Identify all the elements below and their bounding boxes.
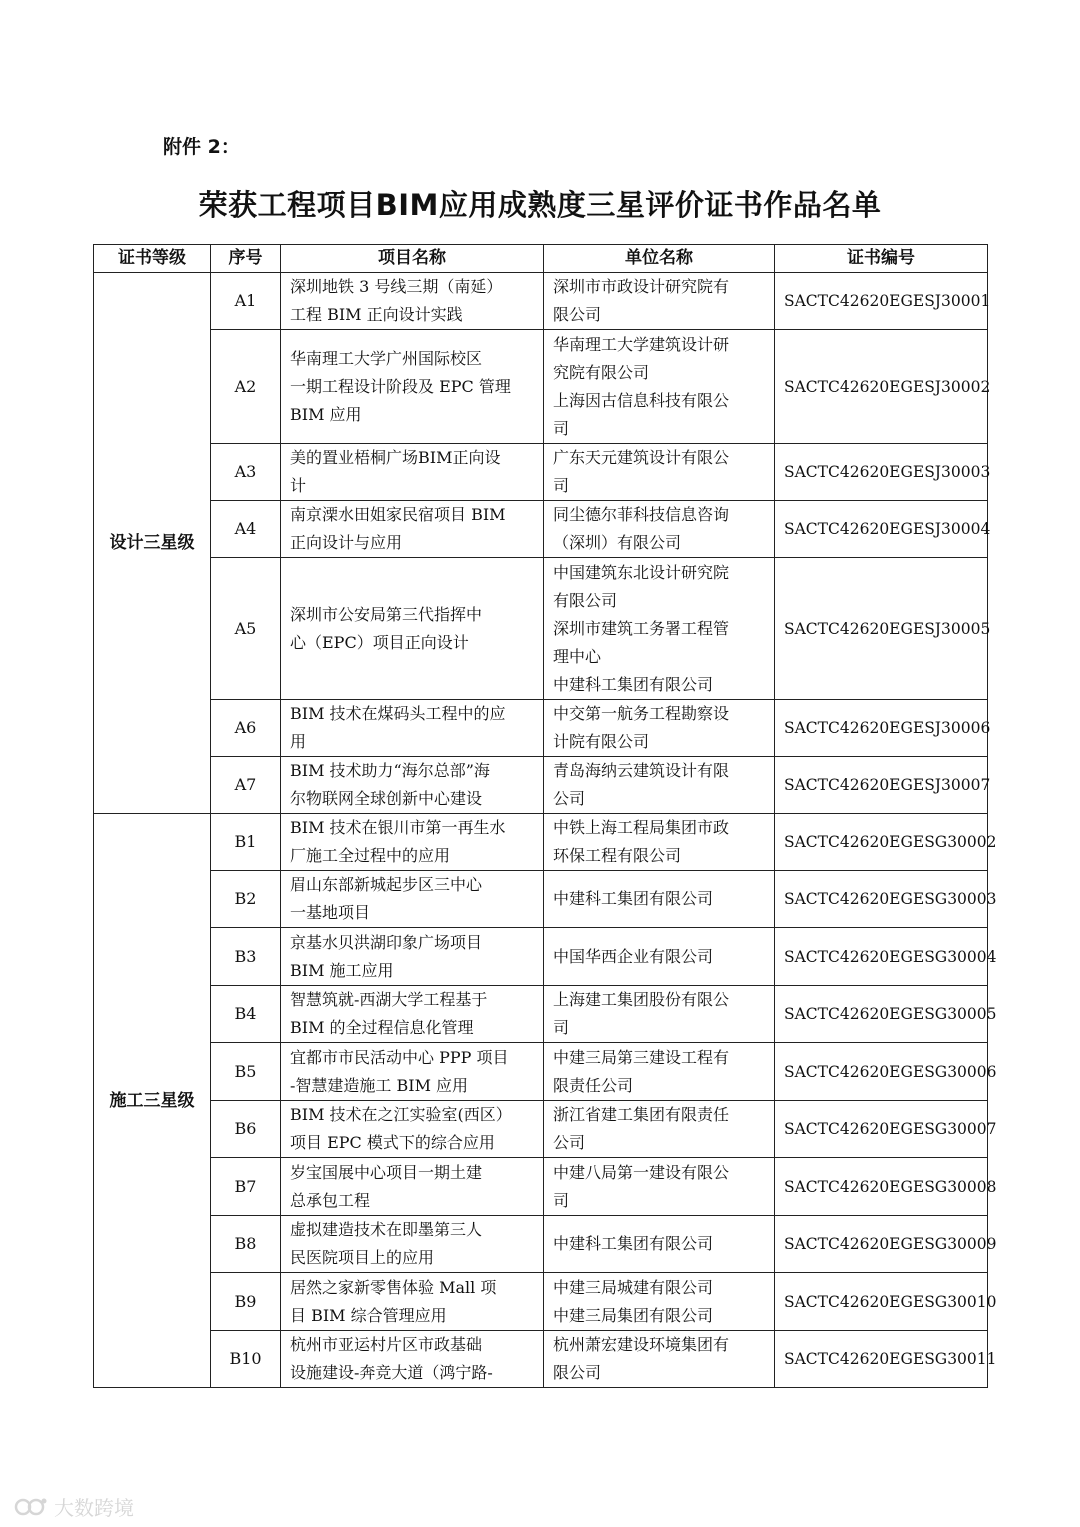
table-row (94, 330, 988, 444)
unit-name-line: 深圳市市政设计研究院有 (553, 277, 730, 296)
header-project-name: 项目名称 (281, 245, 544, 273)
project-name-line: 正向设计与应用 (290, 533, 403, 552)
project-name-line: 虚拟建造技术在即墨第三人 (290, 1220, 483, 1239)
project-name-cell (281, 928, 544, 986)
serial-no-cell: A2 (211, 330, 281, 444)
unit-name-cell (544, 558, 775, 700)
unit-name-line: 中国建筑东北设计研究院 (553, 562, 730, 582)
project-name-line: 尔物联网全球创新中心建设 (290, 789, 483, 808)
project-name-line: 设施建设-奔竞大道（鸿宁路- (290, 1363, 493, 1382)
project-name-cell (281, 1158, 544, 1216)
project-name-cell (281, 1273, 544, 1331)
unit-name-line: 司 (553, 476, 570, 495)
watermark-text: 大数跨境 (54, 1496, 134, 1520)
table-header-row (94, 245, 988, 273)
table-row (94, 273, 988, 330)
cert-no-cell: SACTC42620EGESJ30005 (775, 558, 988, 700)
unit-name-line: 限公司 (553, 1363, 602, 1382)
unit-name-line: 上海建工集团股份有限公 (553, 990, 730, 1009)
cert-no-cell: SACTC42620EGESJ30006 (775, 700, 988, 757)
unit-name-cell (544, 700, 775, 757)
project-name-line: BIM 技术助力“海尔总部”海 (290, 761, 490, 780)
project-name-cell (281, 1216, 544, 1273)
serial-no-cell: A3 (211, 444, 281, 501)
project-name-cell (281, 1101, 544, 1158)
watermark-logo-icon (14, 1496, 48, 1518)
unit-name-line: 杭州萧宏建设环境集团有 (553, 1335, 730, 1354)
unit-name-line: 公司 (553, 789, 586, 808)
cert-no-cell: SACTC42620EGESG30004 (775, 928, 988, 986)
unit-name-line: 司 (553, 1018, 570, 1037)
project-name-line: 深圳地铁 3 号线三期（南延） (290, 277, 503, 296)
unit-name-cell (544, 1043, 775, 1101)
unit-name-line: 中建三局城建有限公司 (553, 1277, 714, 1297)
unit-name-cell (544, 1158, 775, 1216)
unit-name-cell (544, 757, 775, 814)
project-name-line: 华南理工大学广州国际校区 (290, 348, 483, 368)
table-row (94, 1043, 988, 1101)
unit-name-cell (544, 444, 775, 501)
unit-name-cell (544, 1216, 775, 1273)
cert-no-cell: SACTC42620EGESG30005 (775, 986, 988, 1043)
project-name-line: 目 BIM 综合管理应用 (290, 1305, 447, 1325)
unit-name-line: 公司 (553, 1133, 586, 1152)
project-name-cell (281, 814, 544, 871)
project-name-cell (281, 501, 544, 558)
project-name-cell (281, 1043, 544, 1101)
unit-name-line: 理中心 (553, 646, 602, 666)
cert-no-cell: SACTC42620EGESJ30007 (775, 757, 988, 814)
project-name-cell (281, 700, 544, 757)
unit-name-line: 上海因古信息科技有限公 (553, 390, 730, 410)
table-row (94, 700, 988, 757)
cert-no-cell: SACTC42620EGESG30009 (775, 1216, 988, 1273)
unit-name-line: 青岛海纳云建筑设计有限 (553, 761, 730, 780)
cert-no-cell: SACTC42620EGESG30008 (775, 1158, 988, 1216)
project-name-line: BIM 的全过程信息化管理 (290, 1018, 474, 1037)
serial-no-cell: B9 (211, 1273, 281, 1331)
table-row (94, 871, 988, 928)
project-name-line: 深圳市公安局第三代指挥中 (290, 604, 483, 624)
project-name-line: 南京溧水田姐家民宿项目 BIM (290, 505, 506, 524)
table-row (94, 1158, 988, 1216)
cert-level-cell: 施工三星级 (94, 814, 211, 1388)
project-name-line: 智慧筑就-西湖大学工程基于 (290, 990, 488, 1009)
unit-name-line: 限公司 (553, 305, 602, 324)
serial-no-cell: A1 (211, 273, 281, 330)
project-name-line: 眉山东部新城起步区三中心 (290, 875, 483, 894)
unit-name-line: 中建科工集团有限公司 (553, 889, 714, 908)
unit-name-line: 华南理工大学建筑设计研 (553, 334, 730, 354)
unit-name-line: 中建八局第一建设有限公 (553, 1162, 730, 1182)
serial-no-cell: B5 (211, 1043, 281, 1101)
serial-no-cell: A5 (211, 558, 281, 700)
unit-name-line: 限责任公司 (553, 1075, 634, 1095)
header-serial-no: 序号 (211, 245, 281, 273)
cert-no-cell: SACTC42620EGESJ30004 (775, 501, 988, 558)
unit-name-cell (544, 1101, 775, 1158)
cert-no-cell: SACTC42620EGESG30010 (775, 1273, 988, 1331)
attachment-label: 附件 2： (163, 136, 240, 158)
page-title: 荣获工程项目BIM应用成熟度三星评价证书作品名单 (198, 188, 882, 222)
table-row (94, 1273, 988, 1331)
table-row (94, 1101, 988, 1158)
project-name-line: BIM 应用 (290, 404, 362, 424)
project-name-cell (281, 871, 544, 928)
unit-name-line: 中建三局第三建设工程有 (553, 1047, 730, 1067)
project-name-cell (281, 558, 544, 700)
project-name-line: 总承包工程 (290, 1190, 371, 1210)
unit-name-line: 浙江省建工集团有限责任 (553, 1105, 730, 1124)
project-name-line: 工程 BIM 正向设计实践 (290, 305, 463, 324)
project-name-line: BIM 施工应用 (290, 960, 394, 980)
unit-name-line: 环保工程有限公司 (553, 846, 682, 865)
watermark (14, 1492, 134, 1521)
unit-name-cell (544, 814, 775, 871)
project-name-line: 计 (290, 476, 307, 495)
unit-name-line: 有限公司 (553, 590, 618, 610)
project-name-line: 一基地项目 (290, 903, 371, 922)
cert-no-cell: SACTC42620EGESJ30002 (775, 330, 988, 444)
project-name-line: -智慧建造施工 BIM 应用 (290, 1075, 469, 1095)
header-unit-name: 单位名称 (544, 245, 775, 273)
project-name-cell (281, 444, 544, 501)
unit-name-line: 中建科工集团有限公司 (553, 1234, 714, 1253)
project-name-line: BIM 技术在煤码头工程中的应 (290, 704, 506, 723)
table-row (94, 1216, 988, 1273)
table-row (94, 1331, 988, 1388)
cert-no-cell: SACTC42620EGESG30011 (775, 1331, 988, 1388)
project-name-line: 民医院项目上的应用 (290, 1248, 435, 1267)
unit-name-line: 中建科工集团有限公司 (553, 674, 714, 694)
award-table (93, 244, 997, 1388)
unit-name-line: 广东天元建筑设计有限公 (553, 448, 730, 467)
unit-name-line: 同尘德尔菲科技信息咨询 (553, 505, 730, 524)
unit-name-cell (544, 273, 775, 330)
serial-no-cell: A6 (211, 700, 281, 757)
table-row (94, 501, 988, 558)
project-name-line: 项目 EPC 模式下的综合应用 (290, 1133, 495, 1152)
project-name-line: 居然之家新零售体验 Mall 项 (290, 1277, 497, 1297)
serial-no-cell: A7 (211, 757, 281, 814)
table-row (94, 558, 988, 700)
unit-name-line: 计院有限公司 (553, 732, 650, 751)
project-name-cell (281, 273, 544, 330)
unit-name-line: 司 (553, 418, 570, 438)
table-row (94, 444, 988, 501)
header-cert-no: 证书编号 (775, 245, 988, 273)
cert-no-cell: SACTC42620EGESG30007 (775, 1101, 988, 1158)
unit-name-line: 中交第一航务工程勘察设 (553, 704, 730, 723)
unit-name-line: 中国华西企业有限公司 (553, 946, 714, 966)
cert-no-cell: SACTC42620EGESJ30003 (775, 444, 988, 501)
serial-no-cell: B1 (211, 814, 281, 871)
serial-no-cell: A4 (211, 501, 281, 558)
serial-no-cell: B6 (211, 1101, 281, 1158)
unit-name-line: 中铁上海工程局集团市政 (553, 818, 730, 837)
serial-no-cell: B10 (211, 1331, 281, 1388)
project-name-cell (281, 330, 544, 444)
cert-no-cell: SACTC42620EGESG30003 (775, 871, 988, 928)
cert-no-cell: SACTC42620EGESG30002 (775, 814, 988, 871)
table-row (94, 986, 988, 1043)
unit-name-cell (544, 928, 775, 986)
project-name-line: 美的置业梧桐广场BIM正向设 (290, 448, 501, 467)
unit-name-cell (544, 1331, 775, 1388)
cert-no-cell: SACTC42620EGESJ30001 (775, 273, 988, 330)
serial-no-cell: B7 (211, 1158, 281, 1216)
project-name-line: 一期工程设计阶段及 EPC 管理 (290, 376, 511, 396)
table-row (94, 757, 988, 814)
unit-name-cell (544, 330, 775, 444)
project-name-line: 心（EPC）项目正向设计 (290, 632, 469, 652)
project-name-line: BIM 技术在之江实验室(西区） (290, 1105, 512, 1124)
table-row (94, 928, 988, 986)
project-name-cell (281, 986, 544, 1043)
unit-name-line: 深圳市建筑工务署工程管 (553, 618, 730, 638)
header-cert-level: 证书等级 (94, 245, 211, 273)
cert-no-cell: SACTC42620EGESG30006 (775, 1043, 988, 1101)
table-body (94, 273, 997, 1388)
unit-name-line: 司 (553, 1190, 570, 1210)
serial-no-cell: B2 (211, 871, 281, 928)
project-name-cell (281, 757, 544, 814)
project-name-line: 用 (290, 732, 307, 751)
cert-level-cell: 设计三星级 (94, 273, 211, 814)
unit-name-cell (544, 986, 775, 1043)
serial-no-cell: B4 (211, 986, 281, 1043)
project-name-line: 京基水贝洪湖印象广场项目 (290, 932, 483, 952)
project-name-line: 宜都市市民活动中心 PPP 项目 (290, 1047, 509, 1067)
unit-name-line: （深圳）有限公司 (553, 533, 682, 552)
serial-no-cell: B8 (211, 1216, 281, 1273)
unit-name-cell (544, 1273, 775, 1331)
unit-name-cell (544, 871, 775, 928)
unit-name-line: 中建三局集团有限公司 (553, 1305, 714, 1325)
unit-name-cell (544, 501, 775, 558)
table-row (94, 814, 988, 871)
project-name-cell (281, 1331, 544, 1388)
serial-no-cell: B3 (211, 928, 281, 986)
project-name-line: 厂施工全过程中的应用 (290, 846, 451, 865)
project-name-line: BIM 技术在银川市第一再生水 (290, 818, 506, 837)
project-name-line: 杭州市亚运村片区市政基础 (290, 1335, 483, 1354)
project-name-line: 岁宝国展中心项目一期土建 (290, 1162, 483, 1182)
unit-name-line: 究院有限公司 (553, 362, 650, 382)
